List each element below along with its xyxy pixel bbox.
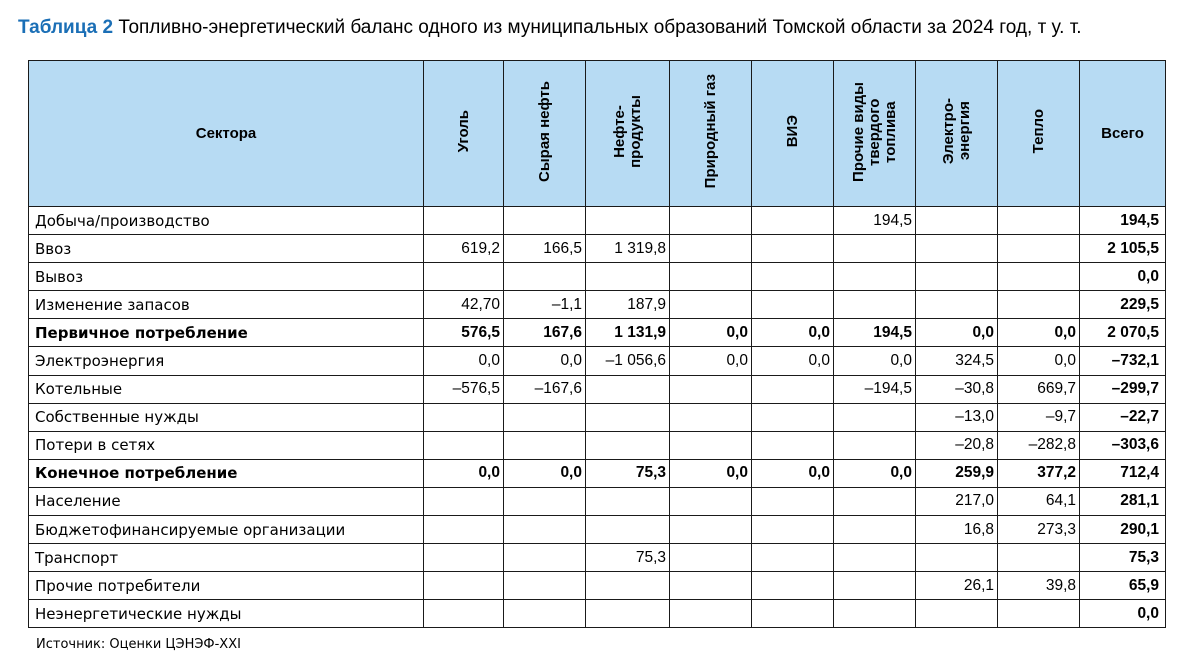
table-cell: –576,5	[424, 375, 504, 403]
row-label: Прочие потребители	[29, 572, 424, 600]
row-total: 229,5	[1080, 291, 1166, 319]
table-cell: 1 319,8	[586, 235, 670, 263]
header-col-5	[752, 61, 834, 207]
table-cell: –20,8	[916, 431, 998, 459]
table-cell	[504, 572, 586, 600]
header-line: топлива	[881, 100, 899, 163]
table-cell	[834, 431, 916, 459]
row-label: Электроэнергия	[29, 347, 424, 375]
header-col-2	[504, 61, 586, 207]
table-cell: 0,0	[504, 347, 586, 375]
row-total: –303,6	[1080, 431, 1166, 459]
table-cell: 259,9	[916, 459, 998, 487]
table-cell	[504, 600, 586, 628]
table-cell: 0,0	[670, 319, 752, 347]
table-cell	[752, 403, 834, 431]
table-cell	[834, 544, 916, 572]
table-cell	[586, 516, 670, 544]
table-row	[29, 291, 1166, 319]
table-cell: 75,3	[586, 459, 670, 487]
row-total: 281,1	[1080, 487, 1166, 515]
table-cell	[752, 600, 834, 628]
table-cell: 16,8	[916, 516, 998, 544]
header-col-4	[670, 61, 752, 207]
row-label: Вывоз	[29, 263, 424, 291]
table-cell	[586, 600, 670, 628]
table-cell: 669,7	[998, 375, 1080, 403]
table-cell: –13,0	[916, 403, 998, 431]
row-total: 65,9	[1080, 572, 1166, 600]
row-label: Бюджетофинансируемые организации	[29, 516, 424, 544]
table-cell: 576,5	[424, 319, 504, 347]
table-cell	[834, 487, 916, 515]
table-row	[29, 487, 1166, 515]
table-cell	[752, 375, 834, 403]
row-total: 2 070,5	[1080, 319, 1166, 347]
table-cell	[670, 431, 752, 459]
table-cell	[424, 263, 504, 291]
header-col-label	[612, 95, 644, 168]
table-cell	[670, 600, 752, 628]
table-cell	[834, 572, 916, 600]
header-col-7	[916, 61, 998, 207]
table-cell	[752, 431, 834, 459]
table-cell: 0,0	[424, 459, 504, 487]
table-cell	[834, 600, 916, 628]
table-row	[29, 263, 1166, 291]
table-body	[29, 207, 1166, 628]
table-cell: 167,6	[504, 319, 586, 347]
row-total: 2 105,5	[1080, 235, 1166, 263]
source-note: Источник: Оценки ЦЭНЭФ-XXI	[36, 637, 241, 652]
header-col-label	[851, 82, 899, 182]
table-cell	[916, 291, 998, 319]
table-row	[29, 431, 1166, 459]
table-cell: –30,8	[916, 375, 998, 403]
table-cell	[424, 207, 504, 235]
table-cell	[998, 600, 1080, 628]
table-cell	[998, 207, 1080, 235]
table-cell: 0,0	[998, 347, 1080, 375]
table-row	[29, 403, 1166, 431]
row-total: 712,4	[1080, 459, 1166, 487]
table-row	[29, 319, 1166, 347]
table-cell	[752, 572, 834, 600]
table-caption	[18, 17, 1082, 39]
header-col-3	[586, 61, 670, 207]
header-col-label	[785, 115, 801, 147]
table-cell	[670, 207, 752, 235]
row-label: Неэнергетические нужды	[29, 600, 424, 628]
header-line: Природный газ	[701, 74, 719, 189]
table-cell	[752, 263, 834, 291]
table-cell: 194,5	[834, 207, 916, 235]
table-cell	[670, 487, 752, 515]
table-cell: 64,1	[998, 487, 1080, 515]
header-col-1	[424, 61, 504, 207]
table-cell: 0,0	[752, 459, 834, 487]
table-cell: 42,70	[424, 291, 504, 319]
table-cell	[916, 600, 998, 628]
table-cell	[504, 544, 586, 572]
table-cell	[504, 487, 586, 515]
table-cell: 273,3	[998, 516, 1080, 544]
table-cell: 0,0	[424, 347, 504, 375]
table-cell	[752, 544, 834, 572]
table-cell	[504, 207, 586, 235]
table-cell	[586, 403, 670, 431]
header-line: Уголь	[454, 110, 472, 153]
table-cell	[586, 431, 670, 459]
table-cell	[752, 207, 834, 235]
table-cell	[752, 516, 834, 544]
row-label: Первичное потребление	[29, 319, 424, 347]
table-cell: –282,8	[998, 431, 1080, 459]
header-row	[29, 61, 1166, 207]
table-cell	[916, 263, 998, 291]
table-cell: –1 056,6	[586, 347, 670, 375]
table-cell	[424, 403, 504, 431]
table-cell	[670, 375, 752, 403]
header-line: Электро-	[939, 98, 957, 165]
row-total: –299,7	[1080, 375, 1166, 403]
table-cell	[998, 235, 1080, 263]
header-line: энергия	[955, 101, 973, 162]
row-total: –732,1	[1080, 347, 1166, 375]
header-col-6	[834, 61, 916, 207]
table-cell	[424, 431, 504, 459]
table-cell: 75,3	[586, 544, 670, 572]
table-cell: 187,9	[586, 291, 670, 319]
table-cell	[670, 235, 752, 263]
table-cell	[998, 263, 1080, 291]
table-cell	[670, 572, 752, 600]
table-cell	[998, 291, 1080, 319]
caption-title: Топливно-энергетический баланс одного из муниципальных образований Томской области за 2024 год, т у. т.	[118, 17, 1082, 38]
table-cell: 26,1	[916, 572, 998, 600]
table-cell	[834, 291, 916, 319]
table-cell: –9,7	[998, 403, 1080, 431]
table-row	[29, 544, 1166, 572]
table-cell: 0,0	[752, 319, 834, 347]
header-col-label	[703, 74, 719, 188]
row-label: Транспорт	[29, 544, 424, 572]
table-cell	[424, 544, 504, 572]
table-row	[29, 459, 1166, 487]
table-cell: 194,5	[834, 319, 916, 347]
row-total: 290,1	[1080, 516, 1166, 544]
table-cell: –1,1	[504, 291, 586, 319]
table-cell: 166,5	[504, 235, 586, 263]
row-label: Население	[29, 487, 424, 515]
row-total: 194,5	[1080, 207, 1166, 235]
table-cell	[752, 235, 834, 263]
table-cell	[424, 487, 504, 515]
table-cell: 0,0	[670, 347, 752, 375]
table-cell	[586, 572, 670, 600]
row-total: 0,0	[1080, 600, 1166, 628]
table-cell	[504, 516, 586, 544]
table-cell: 0,0	[916, 319, 998, 347]
row-label: Изменение запасов	[29, 291, 424, 319]
header-line: Сырая нефть	[535, 81, 553, 182]
header-col-label	[1031, 109, 1047, 153]
header-line: ВИЭ	[783, 115, 801, 148]
row-label: Ввоз	[29, 235, 424, 263]
table-cell: 0,0	[752, 347, 834, 375]
caption-label: Таблица 2	[18, 17, 114, 38]
table-row	[29, 235, 1166, 263]
table-cell	[834, 403, 916, 431]
table-row	[29, 375, 1166, 403]
row-label: Собственные нужды	[29, 403, 424, 431]
header-line: твердого	[865, 97, 883, 166]
table-cell	[916, 235, 998, 263]
table-row	[29, 347, 1166, 375]
table-cell	[752, 291, 834, 319]
row-total: –22,7	[1080, 403, 1166, 431]
table-cell	[670, 263, 752, 291]
header-total: Всего	[1080, 61, 1166, 207]
table-cell: –194,5	[834, 375, 916, 403]
table-cell	[670, 544, 752, 572]
header-line: Нефте-	[610, 105, 628, 158]
row-total: 0,0	[1080, 263, 1166, 291]
table-cell: –167,6	[504, 375, 586, 403]
table-cell: 0,0	[834, 459, 916, 487]
row-label: Добыча/производство	[29, 207, 424, 235]
table-cell	[586, 487, 670, 515]
table-cell: 0,0	[670, 459, 752, 487]
table-cell: 377,2	[998, 459, 1080, 487]
energy-balance-table	[28, 60, 1166, 628]
table-cell	[504, 263, 586, 291]
table-row	[29, 207, 1166, 235]
table-cell	[424, 516, 504, 544]
table-row	[29, 572, 1166, 600]
table-cell: 0,0	[998, 319, 1080, 347]
table-cell	[670, 516, 752, 544]
table-cell: 39,8	[998, 572, 1080, 600]
table-cell	[670, 403, 752, 431]
row-label: Котельные	[29, 375, 424, 403]
table-cell	[424, 600, 504, 628]
header-col-8	[998, 61, 1080, 207]
table-cell	[424, 572, 504, 600]
row-label: Конечное потребление	[29, 459, 424, 487]
table-row	[29, 516, 1166, 544]
table-cell: 0,0	[504, 459, 586, 487]
table-cell	[916, 544, 998, 572]
table-cell: 1 131,9	[586, 319, 670, 347]
table-cell	[752, 487, 834, 515]
row-total: 75,3	[1080, 544, 1166, 572]
table-cell	[586, 263, 670, 291]
table-row	[29, 600, 1166, 628]
header-line: продукты	[626, 95, 644, 168]
table-cell: 324,5	[916, 347, 998, 375]
table-cell	[670, 291, 752, 319]
header-col-label	[456, 110, 472, 152]
table-cell	[504, 431, 586, 459]
table-cell	[998, 544, 1080, 572]
header-col-label	[537, 81, 553, 182]
table-cell	[834, 516, 916, 544]
table-cell	[834, 263, 916, 291]
table-cell: 0,0	[834, 347, 916, 375]
header-line: Тепло	[1029, 109, 1047, 154]
row-label: Потери в сетях	[29, 431, 424, 459]
table-cell	[504, 403, 586, 431]
header-line: Прочие виды	[849, 81, 867, 182]
table-cell	[586, 375, 670, 403]
table-cell: 619,2	[424, 235, 504, 263]
table-cell	[834, 235, 916, 263]
table-cell	[586, 207, 670, 235]
header-sector: Сектора	[29, 61, 424, 207]
table-cell	[916, 207, 998, 235]
header-col-label	[941, 98, 973, 164]
table-cell: 217,0	[916, 487, 998, 515]
